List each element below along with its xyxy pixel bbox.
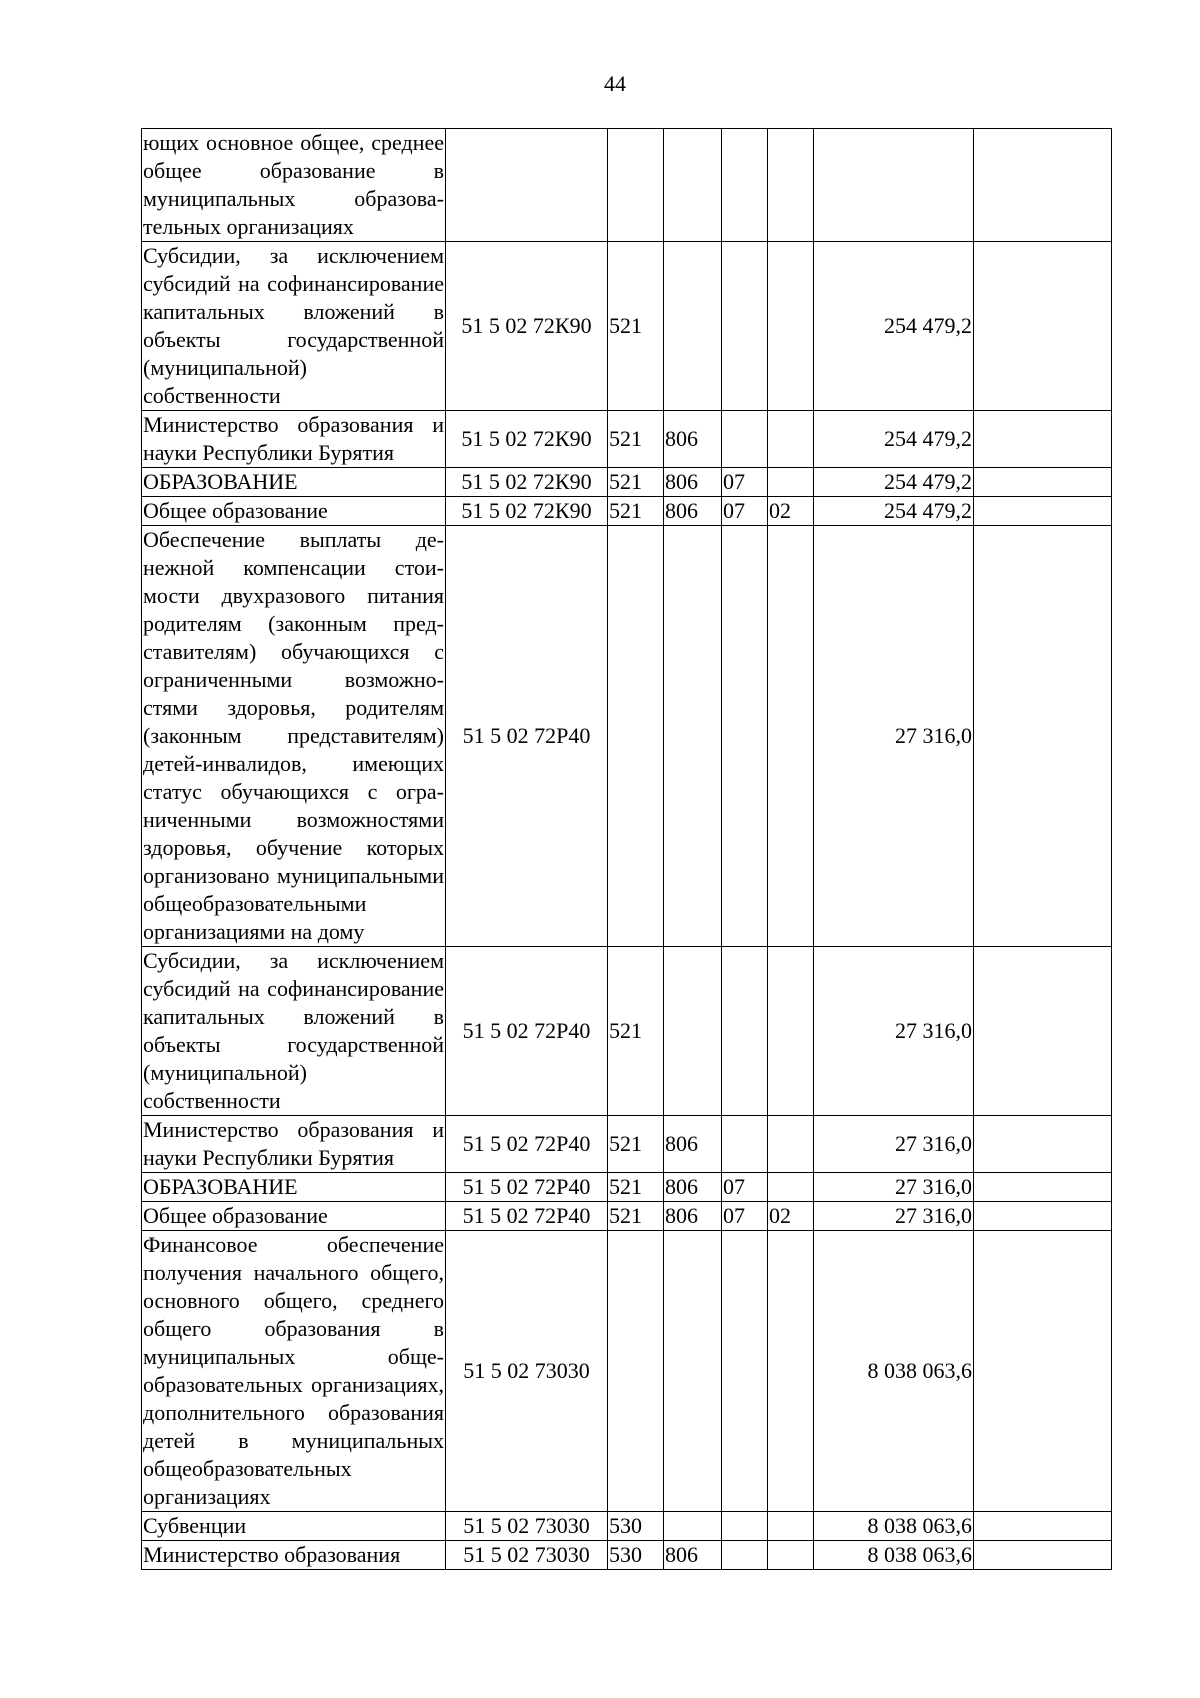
table-row	[142, 1231, 1112, 1512]
subsection-code-cell	[768, 242, 814, 411]
target-code-cell: 51 5 02 73030	[446, 1231, 608, 1512]
target-code-cell: 51 5 02 72Р40	[446, 1116, 608, 1173]
extra-cell	[974, 1231, 1112, 1512]
amount-cell: 8 038 063,6	[814, 1512, 974, 1541]
ministry-code-cell: 806	[664, 411, 722, 468]
subsection-code-cell	[768, 1512, 814, 1541]
ministry-code-cell: 806	[664, 1116, 722, 1173]
ministry-code-cell	[664, 1231, 722, 1512]
amount-cell: 254 479,2	[814, 468, 974, 497]
table-row	[142, 1512, 1112, 1541]
amount-cell: 27 316,0	[814, 1202, 974, 1231]
row-name: Финансовое обеспечение получения начального общего, основного общего, среднего общего образования в муниципальных общеобразовательных организациях, дополнительного образования детей в муниципальных общеобразовательных организациях	[142, 1231, 446, 1512]
section-code-cell	[722, 1231, 768, 1512]
extra-cell	[974, 497, 1112, 526]
extra-cell	[974, 947, 1112, 1116]
table-row	[142, 242, 1112, 411]
target-code-cell: 51 5 02 72К90	[446, 468, 608, 497]
table-row	[142, 526, 1112, 947]
section-code-cell: 07	[722, 1173, 768, 1202]
table-row	[142, 947, 1112, 1116]
extra-cell	[974, 1116, 1112, 1173]
section-code-cell	[722, 526, 768, 947]
subsection-code-cell	[768, 129, 814, 242]
target-code-cell: 51 5 02 72К90	[446, 411, 608, 468]
table-row	[142, 411, 1112, 468]
page-number: 44	[604, 71, 626, 96]
amount-cell: 8 038 063,6	[814, 1231, 974, 1512]
subsection-code-cell: 02	[768, 1202, 814, 1231]
extra-cell	[974, 129, 1112, 242]
ministry-code-cell	[664, 1512, 722, 1541]
extra-cell	[974, 526, 1112, 947]
row-name: Субвенции	[142, 1512, 446, 1541]
extra-cell	[974, 242, 1112, 411]
table-row	[142, 1202, 1112, 1231]
row-name: Министерство образования и науки Республики Бурятия	[142, 411, 446, 468]
table-row	[142, 129, 1112, 242]
section-code-cell	[722, 1512, 768, 1541]
extra-cell	[974, 1512, 1112, 1541]
ministry-code-cell: 806	[664, 1541, 722, 1570]
section-code-cell	[722, 411, 768, 468]
section-code-cell	[722, 1541, 768, 1570]
section-code-cell: 07	[722, 497, 768, 526]
row-name: Субсидии, за исключением субсидий на софинансирование капитальных вложений в объекты государственной (муниципальной) собственности	[142, 947, 446, 1116]
ministry-code-cell: 806	[664, 1173, 722, 1202]
target-code-cell: 51 5 02 72Р40	[446, 1173, 608, 1202]
row-name: ОБРАЗОВАНИЕ	[142, 1173, 446, 1202]
target-code-cell: 51 5 02 72К90	[446, 497, 608, 526]
subsection-code-cell	[768, 411, 814, 468]
ministry-code-cell	[664, 129, 722, 242]
target-code-cell: 51 5 02 73030	[446, 1541, 608, 1570]
row-name: Министерство образования и науки Республики Бурятия	[142, 1116, 446, 1173]
expense-type-cell: 521	[608, 1202, 664, 1231]
section-code-cell	[722, 1116, 768, 1173]
ministry-code-cell: 806	[664, 497, 722, 526]
amount-cell: 254 479,2	[814, 497, 974, 526]
target-code-cell: 51 5 02 72Р40	[446, 1202, 608, 1231]
ministry-code-cell	[664, 947, 722, 1116]
extra-cell	[974, 1173, 1112, 1202]
table-row	[142, 497, 1112, 526]
subsection-code-cell	[768, 1116, 814, 1173]
table-row	[142, 1116, 1112, 1173]
row-name: Министерство образования	[142, 1541, 446, 1570]
expense-type-cell	[608, 1231, 664, 1512]
subsection-code-cell	[768, 468, 814, 497]
subsection-code-cell	[768, 1231, 814, 1512]
section-code-cell	[722, 129, 768, 242]
extra-cell	[974, 1541, 1112, 1570]
section-code-cell	[722, 242, 768, 411]
extra-cell	[974, 411, 1112, 468]
budget-table	[141, 128, 1112, 1570]
expense-type-cell	[608, 129, 664, 242]
ministry-code-cell	[664, 526, 722, 947]
amount-cell: 27 316,0	[814, 1116, 974, 1173]
expense-type-cell: 521	[608, 1116, 664, 1173]
target-code-cell: 51 5 02 73030	[446, 1512, 608, 1541]
row-name: Обеспечение выплаты денежной компенсации стоимости двухразового питания родителям (законным представителям) обучающихся с ограниченными возможностями здоровья, родителям (законным представителям) детей-инвалидов, имеющих статус обучающихся с ограниченными возможностями здоровья, обучение которых организовано муниципальными общеобразовательными организациями на дому	[142, 526, 446, 947]
expense-type-cell: 521	[608, 411, 664, 468]
row-name: ющих основное общее, среднее общее образование в муниципальных образовательных организациях	[142, 129, 446, 242]
subsection-code-cell	[768, 1173, 814, 1202]
target-code-cell	[446, 129, 608, 242]
subsection-code-cell	[768, 947, 814, 1116]
subsection-code-cell: 02	[768, 497, 814, 526]
target-code-cell: 51 5 02 72Р40	[446, 947, 608, 1116]
row-name: Общее образование	[142, 497, 446, 526]
expense-type-cell: 530	[608, 1541, 664, 1570]
expense-type-cell: 530	[608, 1512, 664, 1541]
table-row	[142, 468, 1112, 497]
expense-type-cell	[608, 526, 664, 947]
expense-type-cell: 521	[608, 497, 664, 526]
ministry-code-cell: 806	[664, 1202, 722, 1231]
target-code-cell: 51 5 02 72Р40	[446, 526, 608, 947]
expense-type-cell: 521	[608, 468, 664, 497]
row-name: Общее образование	[142, 1202, 446, 1231]
amount-cell: 27 316,0	[814, 526, 974, 947]
expense-type-cell: 521	[608, 1173, 664, 1202]
section-code-cell	[722, 947, 768, 1116]
amount-cell: 27 316,0	[814, 947, 974, 1116]
subsection-code-cell	[768, 1541, 814, 1570]
section-code-cell: 07	[722, 468, 768, 497]
amount-cell	[814, 129, 974, 242]
extra-cell	[974, 1202, 1112, 1231]
expense-type-cell: 521	[608, 947, 664, 1116]
amount-cell: 254 479,2	[814, 411, 974, 468]
extra-cell	[974, 468, 1112, 497]
target-code-cell: 51 5 02 72К90	[446, 242, 608, 411]
amount-cell: 8 038 063,6	[814, 1541, 974, 1570]
amount-cell: 254 479,2	[814, 242, 974, 411]
section-code-cell: 07	[722, 1202, 768, 1231]
row-name: Субсидии, за исключением субсидий на софинансирование капитальных вложений в объекты государственной (муниципальной) собственности	[142, 242, 446, 411]
ministry-code-cell	[664, 242, 722, 411]
table-row	[142, 1173, 1112, 1202]
expense-type-cell: 521	[608, 242, 664, 411]
row-name: ОБРАЗОВАНИЕ	[142, 468, 446, 497]
subsection-code-cell	[768, 526, 814, 947]
amount-cell: 27 316,0	[814, 1173, 974, 1202]
ministry-code-cell: 806	[664, 468, 722, 497]
table-row	[142, 1541, 1112, 1570]
